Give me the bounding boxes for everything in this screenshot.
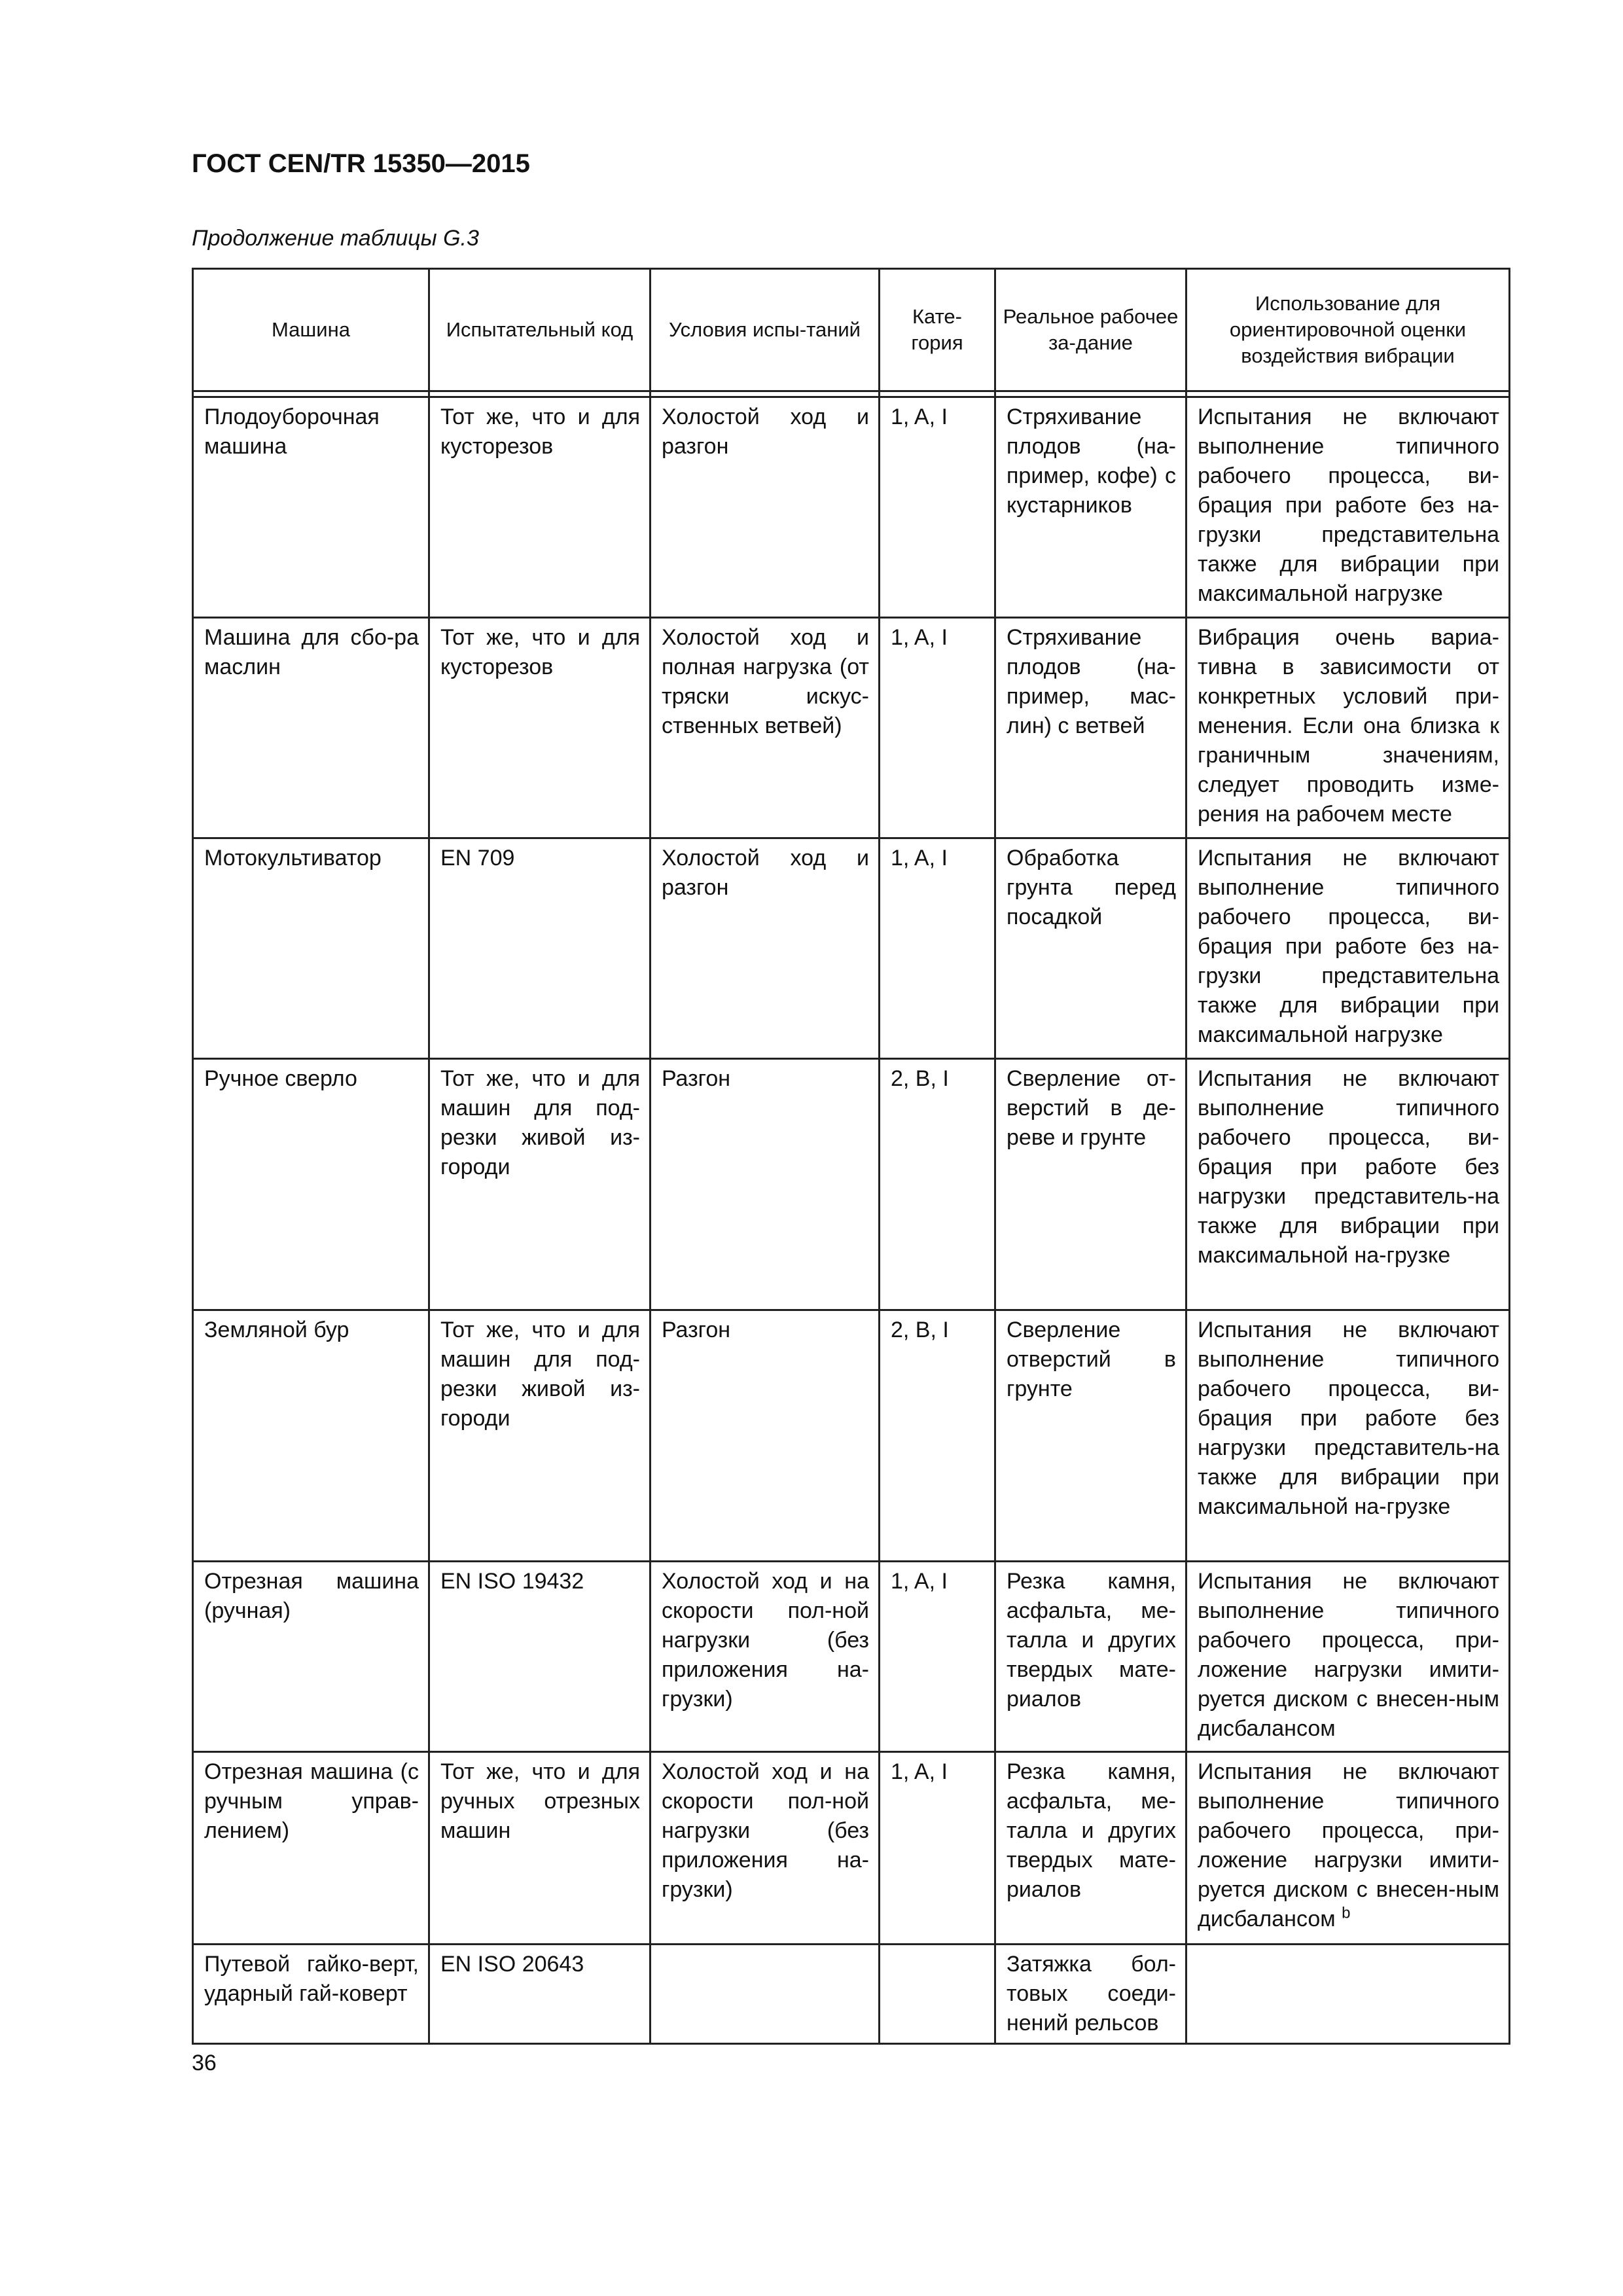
cell-code: EN ISO 19432 — [429, 1562, 651, 1752]
table-row — [193, 1310, 1510, 1562]
cell-usage — [1186, 1945, 1510, 2044]
col-header-machine: Машина — [193, 269, 429, 391]
cell-category: 1, A, I — [880, 618, 995, 838]
cell-conditions: Холостой ход и на скорости пол-ной нагрузки (без приложения на-грузки) — [651, 1562, 880, 1752]
table-row — [193, 1752, 1510, 1945]
cell-task: Сверление от-верстий в де-реве и грунте — [995, 1059, 1186, 1310]
cell-conditions: Разгон — [651, 1310, 880, 1562]
cell-machine: Машина для сбо-ра маслин — [193, 618, 429, 838]
cell-code: Тот же, что и для машин для под-резки живой из-городи — [429, 1310, 651, 1562]
cell-usage: Испытания не включают выполнение типичного рабочего процесса, ви-брация при работе без на-грузки представительна также для вибрации при максимальной нагрузке — [1186, 838, 1510, 1059]
cell-machine: Путевой гайко-верт, ударный гай-коверт — [193, 1945, 429, 2044]
cell-category: 1, A, I — [880, 1752, 995, 1945]
vibration-table — [192, 268, 1510, 2045]
cell-task: Резка камня, асфальта, ме-талла и других твердых мате-риалов — [995, 1752, 1186, 1945]
cell-task: Стряхивание плодов (на-пример, кофе) с кустарников — [995, 397, 1186, 618]
cell-task: Обработка грунта перед посадкой — [995, 838, 1186, 1059]
cell-code: Тот же, что и для машин для под-резки живой из-городи — [429, 1059, 651, 1310]
cell-code: EN 709 — [429, 838, 651, 1059]
table-row — [193, 1945, 1510, 2044]
cell-conditions: Холостой ход и разгон — [651, 838, 880, 1059]
cell-usage: Испытания не включают выполнение типичного рабочего процесса, при-ложение нагрузки имити-руется диском с внесен-ным дисбалансом — [1198, 1759, 1499, 1931]
cell-category: 1, A, I — [880, 838, 995, 1059]
cell-category: 1, A, I — [880, 397, 995, 618]
cell-machine: Земляной бур — [193, 1310, 429, 1562]
cell-usage: Вибрация очень вариа-тивна в зависимости от конкретных условий при-менения. Если она близка к граничным значениям, следует проводить изме-рения на рабочем месте — [1186, 618, 1510, 838]
cell-usage-with-footnote — [1186, 1752, 1510, 1945]
header-separator-row — [193, 391, 1510, 397]
footnote-marker: b — [1342, 1904, 1351, 1922]
cell-conditions — [651, 1945, 880, 2044]
col-header-test-code: Испытательный код — [429, 269, 651, 391]
cell-usage: Испытания не включают выполнение типичного рабочего процесса, ви-брация при работе без нагрузки представитель-на также для вибрации при максимальной на-грузке — [1186, 1310, 1510, 1562]
table-row — [193, 397, 1510, 618]
cell-category: 2, B, I — [880, 1310, 995, 1562]
table-row — [193, 1059, 1510, 1310]
cell-category: 2, B, I — [880, 1059, 995, 1310]
page-number: 36 — [192, 2051, 217, 2075]
cell-conditions: Холостой ход и на скорости пол-ной нагрузки (без приложения на-грузки) — [651, 1752, 880, 1945]
cell-task: Резка камня, асфальта, ме-талла и других твердых мате-риалов — [995, 1562, 1186, 1752]
cell-task: Затяжка бол-товых соеди-нений рельсов — [995, 1945, 1186, 2044]
cell-code: Тот же, что и для ручных отрезных машин — [429, 1752, 651, 1945]
cell-code: Тот же, что и для кусторезов — [429, 397, 651, 618]
col-header-usage: Использование для ориентировочной оценки воздействия вибрации — [1186, 269, 1510, 391]
cell-usage: Испытания не включают выполнение типичного рабочего процесса, при-ложение нагрузки имити-руется диском с внесен-ным дисбалансом — [1186, 1562, 1510, 1752]
col-header-task: Реальное рабочее за-дание — [995, 269, 1186, 391]
table-header-row — [193, 269, 1510, 391]
cell-machine: Плодоуборочная машина — [193, 397, 429, 618]
cell-conditions: Холостой ход и полная нагрузка (от тряски искус-ственных ветвей) — [651, 618, 880, 838]
cell-machine: Мотокультиватор — [193, 838, 429, 1059]
cell-machine: Отрезная машина (с ручным управ-лением) — [193, 1752, 429, 1945]
cell-task: Сверление отверстий в грунте — [995, 1310, 1186, 1562]
document-header: ГОСТ CEN/TR 15350—2015 — [192, 149, 530, 178]
table-row — [193, 1562, 1510, 1752]
cell-machine: Отрезная машина (ручная) — [193, 1562, 429, 1752]
cell-task: Стряхивание плодов (на-пример, мас-лин) с ветвей — [995, 618, 1186, 838]
table-row — [193, 618, 1510, 838]
cell-code: EN ISO 20643 — [429, 1945, 651, 2044]
cell-conditions: Разгон — [651, 1059, 880, 1310]
table-row — [193, 838, 1510, 1059]
cell-conditions: Холостой ход и разгон — [651, 397, 880, 618]
table-caption: Продолжение таблицы G.3 — [192, 226, 479, 251]
cell-machine: Ручное сверло — [193, 1059, 429, 1310]
cell-code: Тот же, что и для кусторезов — [429, 618, 651, 838]
cell-category — [880, 1945, 995, 2044]
col-header-category: Кате-гория — [880, 269, 995, 391]
cell-category: 1, A, I — [880, 1562, 995, 1752]
col-header-conditions: Условия испы-таний — [651, 269, 880, 391]
cell-usage: Испытания не включают выполнение типичного рабочего процесса, ви-брация при работе без нагрузки представитель-на также для вибрации при максимальной на-грузке — [1186, 1059, 1510, 1310]
cell-usage: Испытания не включают выполнение типичного рабочего процесса, ви-брация при работе без на-грузки представительна также для вибрации при максимальной нагрузке — [1186, 397, 1510, 618]
